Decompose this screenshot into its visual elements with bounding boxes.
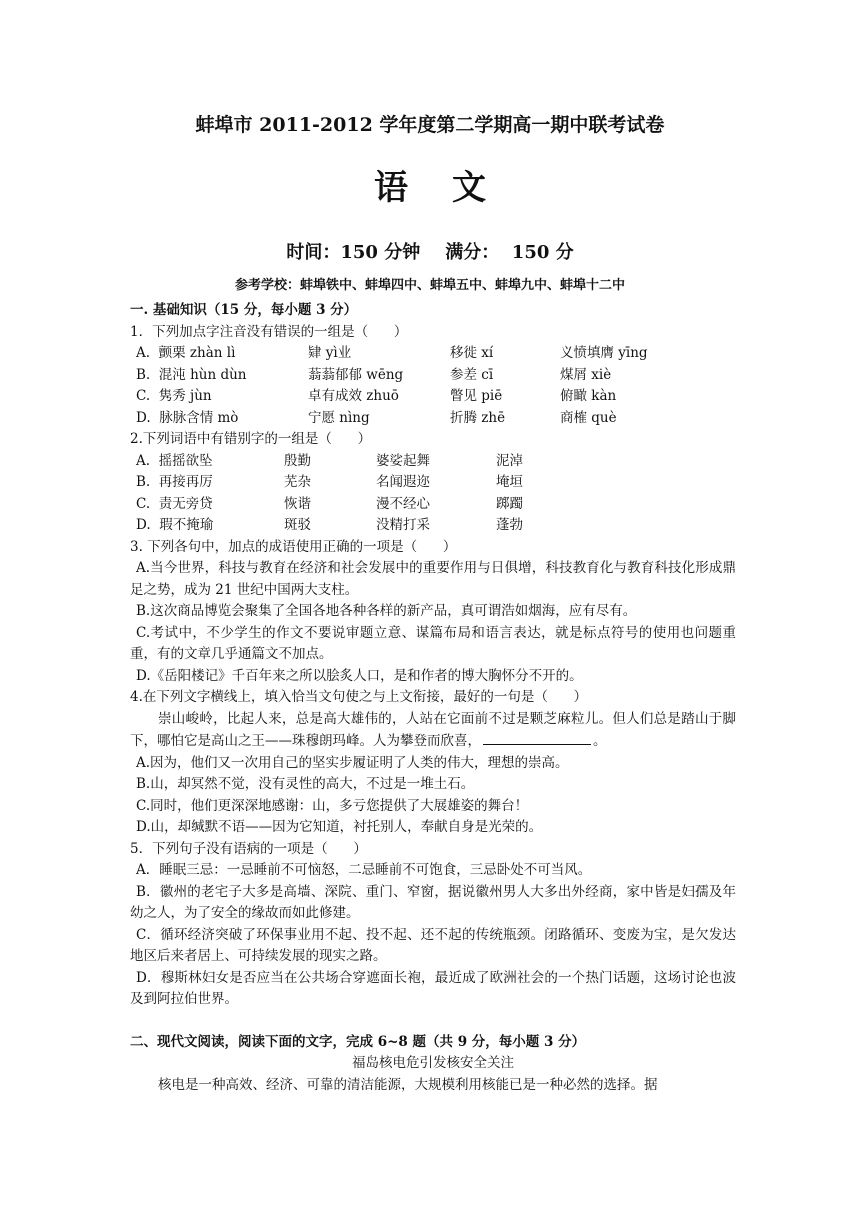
q2-b-item3: 名闻遐迩 (376, 474, 430, 490)
q1-a-item4: 义愤填膺 yīng (560, 345, 648, 361)
section1-heading: 一. 基础知识（15 分，每小题 3 分） (130, 302, 358, 318)
q2-c-item2: 恢谐 (284, 495, 311, 512)
q5-option-c: C．循环经济突破了环保事业用不起、投不起、还不起的传统瓶颈。闭路循环、变废为宝，是欠发达地区后来者居上、可持续发展的现实之路。 (130, 926, 736, 964)
article-title: 福岛核电危引发核安全关注 (352, 1055, 514, 1071)
article-first-line: 核电是一种高效、经济、可靠的清洁能源，大规模利用核能已是一种必然的选择。据 (158, 1076, 658, 1093)
q1-b-item4: 煤屑 xiè (560, 366, 612, 383)
q1-d-item4: 商榷 què (560, 409, 617, 426)
section2-heading: 二、现代文阅读，阅读下面的文字，完成 6~8 题（共 9 分，每小题 3 分） (130, 1033, 586, 1050)
q1-option-row (130, 408, 736, 430)
q1-b-item1: B. 混沌 hùn dùn (136, 366, 247, 383)
subject-title: 语文 (374, 168, 530, 208)
q2-option-row (130, 494, 736, 516)
q1-option-row (130, 365, 736, 387)
q1-c-item2: 卓有成效 zhuō (308, 388, 399, 404)
exam-title: 蚌埠市 2011-2012 学年度第二学期高一期中联考试卷 (195, 114, 665, 136)
q1-option-row (130, 386, 736, 408)
q2-d-item2: 斑驳 (284, 517, 311, 533)
q1-option-row (130, 343, 736, 365)
q1-d-item2: 宁愿 nìng (308, 409, 370, 426)
q4-option-a: A.因为，他们又一次用自己的坚实步履证明了人类的伟大，理想的崇高。 (136, 754, 569, 771)
q2-d-item1: D. 瑕不掩瑜 (136, 517, 214, 533)
q5-option-b: B．徽州的老宅子大多是高墙、深院、重门、窄窗，据说徽州男人大多出外经商，家中皆是妇孺及年幼之人，为了安全的缘故而如此修建。 (130, 883, 736, 921)
q3-option-a: A.当今世界，科技与教育在经济和社会发展中的重要作用与日俱增，科技教育化与教育科技化形成鼎足之势，成为 21 世纪中国两大支柱。 (130, 560, 736, 598)
q2-stem: 2.下列词语中有错别字的一组是（ ） (130, 431, 372, 447)
q4-passage (130, 709, 736, 753)
q2-a-item2: 殷勤 (284, 452, 311, 469)
time-and-score: 时间：150 分钟 满分： 150 分 (286, 242, 574, 263)
q4-passage-text: 崇山峻岭，比起人来，总是高大雄伟的，人站在它面前不过是颗芝麻粒儿。但人们总是踏山于脚下，哪怕它是高山之王——珠穆朗玛峰。人为攀登而欣喜， (130, 710, 736, 749)
q1-b-item3: 参差 cī (450, 366, 494, 383)
exam-content (130, 300, 736, 1096)
q2-c-item3: 漫不经心 (376, 495, 430, 512)
q1-d-item1: D. 脉脉含情 mò (136, 409, 239, 426)
q2-a-item3: 婆娑起舞 (376, 452, 430, 469)
q2-b-item1: B. 再接再厉 (136, 474, 213, 490)
q4-option-d: D.山，却缄默不语——因为它知道，衬托别人，奉献自身是光荣的。 (136, 819, 543, 835)
q1-a-item3: 移徙 xí (450, 345, 494, 361)
q5-option-a: A．睡眠三忌：一忌睡前不可恼怒，二忌睡前不可饱食，三忌卧处不可当风。 (136, 862, 592, 878)
q5-stem: 5．下列句子没有语病的一项是（ ） (130, 840, 367, 857)
q1-c-item1: C. 隽秀 jùn (136, 388, 212, 404)
q2-b-item2: 芜杂 (284, 474, 311, 490)
q2-d-item4: 蓬勃 (496, 517, 523, 533)
reference-schools: 参考学校：蚌埠铁中、蚌埠四中、蚌埠五中、蚌埠九中、蚌埠十二中 (234, 278, 625, 293)
q2-c-item1: C. 责无旁贷 (136, 495, 213, 512)
q2-d-item3: 没精打采 (376, 517, 430, 533)
q1-a-item1: A. 颤栗 zhàn lì (136, 345, 236, 361)
q1-a-item2: 肄 yì业 (308, 345, 352, 361)
q3-option-d: D.《岳阳楼记》千百年来之所以脍炙人口，是和作者的博大胸怀分不开的。 (136, 667, 583, 684)
q2-a-item1: A. 摇摇欲坠 (136, 452, 213, 469)
section-gap (130, 1011, 736, 1032)
q3-option-b: B.这次商品博览会聚集了全国各地各种各样的新产品，真可谓浩如烟海，应有尽有。 (136, 603, 637, 619)
q1-b-item2: 蓊蓊郁郁 wēng (308, 366, 404, 383)
q4-option-c: C.同时，他们更深深地感谢：山，多亏您提供了大展雄姿的舞台！ (136, 797, 529, 814)
q4-passage-end: 。 (593, 733, 607, 749)
q2-option-row (130, 472, 736, 494)
q3-option-c: C.考试中，不少学生的作文不要说审题立意、谋篇布局和语言表达，就是标点符号的使用也问题重重，有的文章几乎通篇文不加点。 (130, 624, 736, 662)
q2-a-item4: 泥淖 (496, 452, 523, 469)
q2-option-row (130, 515, 736, 537)
q1-stem: 1．下列加点字注音没有错误的一组是（ ） (130, 323, 408, 340)
q3-stem: 3. 下列各句中，加点的成语使用正确的一项是（ ） (130, 538, 457, 555)
q1-d-item3: 折腾 zhē (450, 409, 506, 426)
q4-answer-blank (483, 730, 591, 745)
q2-b-item4: 埯垣 (496, 474, 523, 490)
q4-stem: 4.在下列文字横线上，填入恰当文句使之与上文衔接，最好的一句是（ ） (130, 689, 588, 705)
q1-c-item3: 瞥见 piē (450, 388, 503, 404)
q1-c-item4: 俯瞰 kàn (560, 388, 617, 404)
q4-option-b: B.山，却冥然不觉，没有灵性的高大，不过是一堆土石。 (136, 776, 475, 792)
q2-option-row (130, 451, 736, 473)
q2-c-item4: 踯躅 (496, 495, 523, 512)
q5-option-d: D．穆斯林妇女是否应当在公共场合穿遮面长袍，最近成了欧洲社会的一个热门话题，这场讨论也波及到阿拉伯世界。 (130, 969, 736, 1007)
